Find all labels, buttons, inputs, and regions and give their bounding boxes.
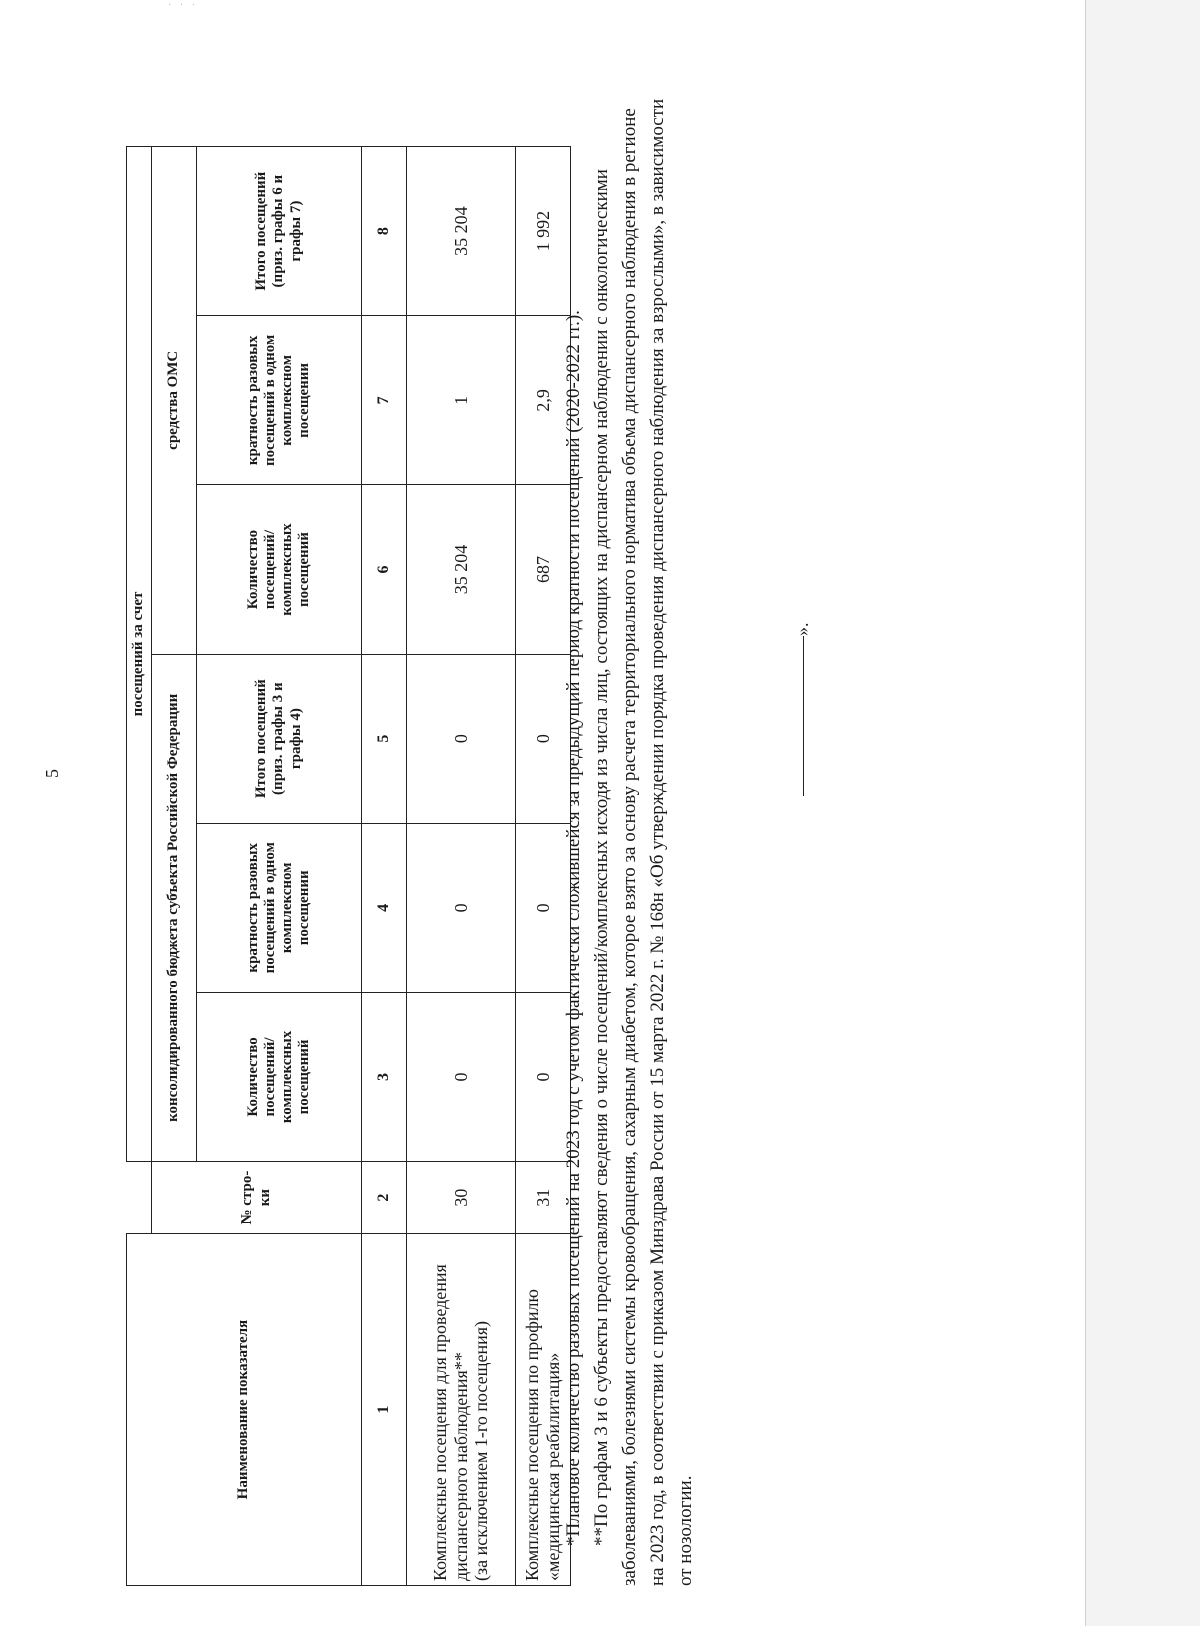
row-line-number: 30 bbox=[407, 1162, 516, 1234]
column-number: 1 bbox=[362, 1234, 407, 1586]
header-corner bbox=[127, 1162, 152, 1234]
column-number: 8 bbox=[362, 147, 407, 316]
header-visits-at-expense: посещений за счет bbox=[127, 147, 152, 1162]
header-col-rate-oms: кратность разовых посещений в одном комплексном посещении bbox=[197, 316, 362, 485]
header-col-total-oms: Итого посещений (приз. графы 6 и графы 7) bbox=[197, 147, 362, 316]
column-number: 7 bbox=[362, 316, 407, 485]
cell-value: 0 bbox=[516, 654, 571, 823]
footnote-2: **По графам 3 и 6 субъекты предоставляют сведения о числе посещений/комплексных исходя из числа лиц, состоящих на диспансерном наблюдении с онкологическими заболеваниями, болезнями системы кровообращения, сахарным диабетом, которое взято за основу расчета территориального норматива объема диспансерного наблюдения в регионе на 2023 год, в соответствии с приказом Минздрава России от 15 марта 2022 г. № 168н «Об утверждении порядка проведения диспансерного наблюдения за взрослыми», в зависимости от нозологии. bbox=[591, 98, 697, 1586]
footnotes bbox=[560, 86, 701, 1586]
cell-value: 0 bbox=[516, 992, 571, 1161]
cell-value: 1 bbox=[407, 316, 516, 485]
scan-artifact: · · · bbox=[168, 0, 198, 11]
header-oms: средства ОМС bbox=[152, 147, 197, 655]
cell-value: 1 992 bbox=[516, 147, 571, 316]
cell-value: 0 bbox=[516, 823, 571, 992]
rotated-content bbox=[40, 86, 840, 1586]
column-number: 6 bbox=[362, 485, 407, 654]
footnote-1: *Плановое количество разовых посещений на 2023 год с учетом фактически сложившейся за предыдущий период кратности посещений (2020-2022 гг.). bbox=[563, 310, 584, 1546]
cell-value: 0 bbox=[407, 992, 516, 1161]
header-col-count-budget: Количество посещений/ комплексных посещений bbox=[197, 992, 362, 1161]
row-indicator-name bbox=[407, 1234, 516, 1586]
page-number: 5 bbox=[42, 769, 62, 778]
column-number: 3 bbox=[362, 992, 407, 1161]
row-name-note: (за исключением 1-го посещения) bbox=[471, 1321, 492, 1581]
header-col-total-budget: Итого посещений (приз. графы 3 и графы 4) bbox=[197, 654, 362, 823]
cell-value: 687 bbox=[516, 485, 571, 654]
column-number: 5 bbox=[362, 654, 407, 823]
cell-value: 35 204 bbox=[407, 147, 516, 316]
visits-table bbox=[126, 146, 571, 1586]
closing-line bbox=[803, 636, 804, 796]
header-col-count-oms: Количество посещений/ комплексных посещений bbox=[197, 485, 362, 654]
header-row-number: № стро-ки bbox=[152, 1162, 362, 1234]
column-number: 2 bbox=[362, 1162, 407, 1234]
table-header-row-1 bbox=[127, 147, 152, 1586]
cell-value: 0 bbox=[407, 654, 516, 823]
header-col-rate-budget: кратность разовых посещений в одном комплексном посещении bbox=[197, 823, 362, 992]
scan-margin-strip bbox=[1085, 0, 1200, 1626]
cell-value: 2,9 bbox=[516, 316, 571, 485]
table-row bbox=[407, 147, 516, 1586]
row-name-text: Комплексные посещения для проведения диспансерного наблюдения** bbox=[429, 1264, 471, 1581]
closing-quote: ». bbox=[792, 622, 812, 636]
cell-value: 35 204 bbox=[407, 485, 516, 654]
cell-value: 0 bbox=[407, 823, 516, 992]
row-indicator-name: Комплексные посещения по профилю «медицинская реабилитация» bbox=[516, 1234, 571, 1586]
column-numbers-row bbox=[362, 147, 407, 1586]
row-line-number: 31 bbox=[516, 1162, 571, 1234]
header-indicator-name: Наименование показателя bbox=[127, 1234, 362, 1586]
header-regional-budget: консолидированного бюджета субъекта Российской Федерации bbox=[152, 654, 197, 1161]
column-number: 4 bbox=[362, 823, 407, 992]
closing-mark bbox=[792, 596, 813, 796]
